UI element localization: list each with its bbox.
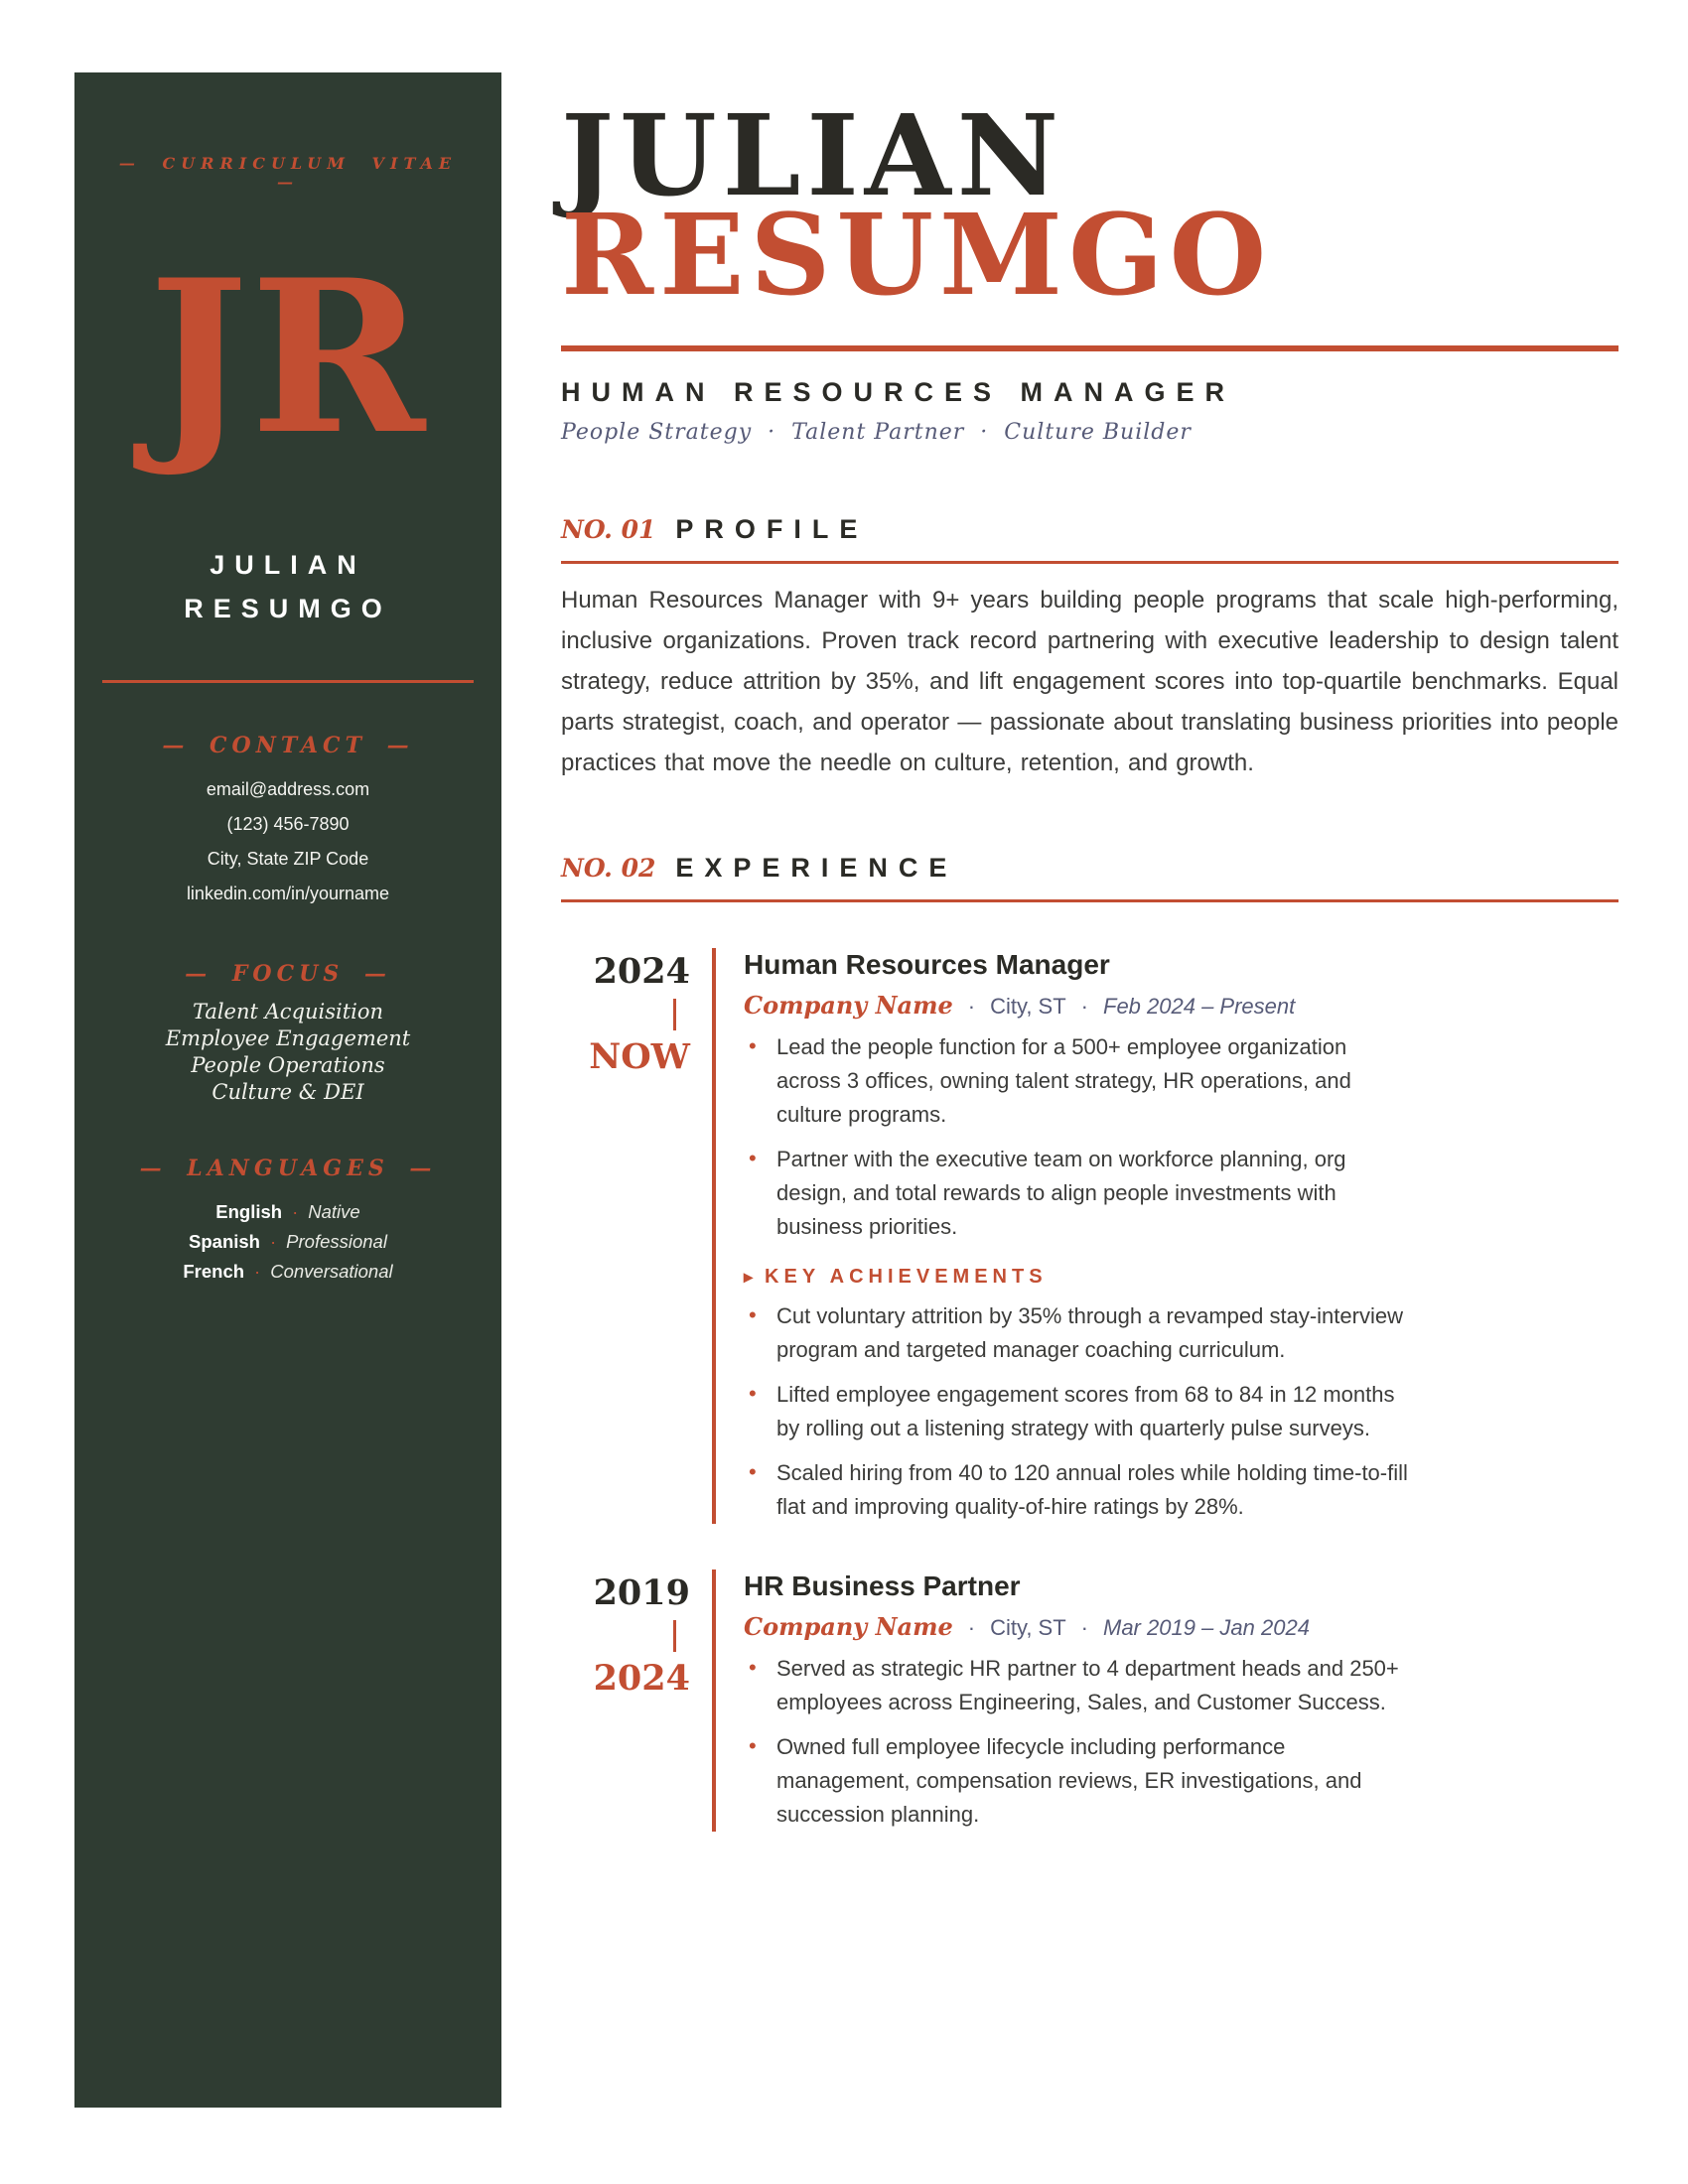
experience-section-rule bbox=[561, 899, 1618, 902]
job-location: City, ST bbox=[990, 1615, 1066, 1640]
bullet-icon: • bbox=[749, 1459, 757, 1484]
bullet-text: Lead the people function for a 500+ employee organization across 3 offices, owning talent strategy, HR operations, and culture programs. bbox=[776, 1034, 1351, 1127]
focus-item: People Operations bbox=[191, 1053, 385, 1077]
first-name: JULIAN bbox=[561, 91, 1065, 221]
profile-section-rule bbox=[561, 561, 1618, 564]
dot-separator-icon: · bbox=[768, 420, 776, 445]
bullet-item bbox=[744, 1378, 1409, 1445]
job-details bbox=[712, 948, 1409, 1524]
dot-separator-icon: · bbox=[1080, 1615, 1088, 1640]
language-row bbox=[102, 1257, 474, 1287]
company-name: Company Name bbox=[744, 991, 953, 1020]
tagline-item: Talent Partner bbox=[791, 420, 965, 445]
contact-heading: — CONTACT — bbox=[162, 733, 414, 758]
bullet-icon: • bbox=[749, 1655, 757, 1680]
tagline-item: People Strategy bbox=[561, 420, 753, 445]
key-achievements-heading bbox=[744, 1266, 1409, 1289]
language-level: Native bbox=[308, 1201, 360, 1222]
language-row bbox=[102, 1197, 474, 1227]
experience-section bbox=[561, 853, 1618, 1832]
focus-item: Talent Acquisition bbox=[192, 1000, 384, 1024]
bullet-icon: • bbox=[749, 1146, 757, 1170]
company-name: Company Name bbox=[744, 1612, 953, 1641]
bullet-item bbox=[744, 1143, 1409, 1244]
dot-separator-icon: · bbox=[269, 1231, 277, 1252]
job-title: Human Resources Manager bbox=[744, 949, 1110, 980]
focus-list bbox=[102, 999, 474, 1106]
job-date-range bbox=[561, 948, 712, 1524]
language-name: Spanish bbox=[189, 1231, 260, 1252]
bullet-icon: • bbox=[749, 1033, 757, 1058]
bullet-text: Owned full employee lifecycle including performance management, compensation reviews, ER investigations, and succession planning. bbox=[776, 1734, 1362, 1827]
dot-separator-icon: · bbox=[1080, 994, 1088, 1019]
job-end-year: 2024 bbox=[593, 1658, 690, 1699]
bullet-text: Lifted employee engagement scores from 68 to 84 in 12 months by rolling out a listening strategy with quarterly pulse surveys. bbox=[776, 1382, 1395, 1440]
job-bullet-list bbox=[744, 1030, 1409, 1244]
bullet-item bbox=[744, 1030, 1409, 1132]
triangle-bullet-icon: ▸ bbox=[744, 1267, 754, 1287]
language-name: English bbox=[215, 1201, 283, 1222]
bullet-text: Scaled hiring from 40 to 120 annual roles while holding time-to-fill flat and improving quality-of-hire ratings by 28%. bbox=[776, 1460, 1408, 1519]
sidebar-name-line1: JULIAN bbox=[210, 550, 366, 580]
focus-heading: — FOCUS — bbox=[185, 961, 391, 987]
profile-body: Human Resources Manager with 9+ years building people programs that scale high-performing, inclusive organizations. Proven track record partnering with executive leadership to design talent strategy, reduce attrition by 35%, and lift engagement scores into top-quartile benchmarks. Equal parts strategist, coach, and operator — passionate about translating business priorities into people practices that move the needle on culture, retention, and growth. bbox=[561, 587, 1618, 776]
job-date-range bbox=[561, 1570, 712, 1832]
sidebar bbox=[74, 72, 501, 2108]
dot-separator-icon: · bbox=[254, 1261, 261, 1282]
page-title bbox=[561, 91, 1618, 321]
profile-section bbox=[561, 514, 1618, 783]
sidebar-name bbox=[102, 543, 474, 630]
tagline-item: Culture Builder bbox=[1004, 420, 1192, 445]
job-location: City, ST bbox=[990, 994, 1066, 1019]
dot-separator-icon: · bbox=[967, 994, 976, 1019]
contact-line: email@address.com bbox=[206, 779, 370, 799]
focus-item: Employee Engagement bbox=[165, 1026, 411, 1050]
contact-list bbox=[102, 772, 474, 911]
curriculum-vitae-kicker: — CURRICULUM VITAE — bbox=[118, 154, 458, 192]
profile-section-header bbox=[561, 514, 1618, 545]
jobs-list bbox=[561, 948, 1618, 1832]
languages-list bbox=[102, 1197, 474, 1287]
sidebar-name-line2: RESUMGO bbox=[184, 594, 392, 623]
job-meta bbox=[744, 1612, 1409, 1641]
main-column bbox=[561, 91, 1618, 1832]
dot-separator-icon: · bbox=[980, 420, 989, 445]
experience-entry bbox=[561, 948, 1618, 1524]
job-meta bbox=[744, 991, 1409, 1020]
job-start-year: 2024 bbox=[593, 951, 690, 992]
role-title: HUMAN RESOURCES MANAGER bbox=[561, 377, 1236, 407]
job-bullet-list bbox=[744, 1652, 1409, 1832]
title-rule bbox=[561, 345, 1618, 351]
languages-heading: — LANGUAGES — bbox=[139, 1156, 437, 1181]
language-row bbox=[102, 1227, 474, 1257]
language-level: Professional bbox=[286, 1231, 387, 1252]
last-name: RESUMGO bbox=[561, 191, 1273, 321]
bullet-item bbox=[744, 1299, 1409, 1367]
bullet-text: Served as strategic HR partner to 4 department heads and 250+ employees across Engineering, Sales, and Customer Success. bbox=[776, 1656, 1399, 1714]
sidebar-divider bbox=[102, 680, 474, 683]
contact-line: linkedin.com/in/yourname bbox=[186, 884, 390, 903]
key-achievements-list bbox=[744, 1299, 1409, 1524]
bullet-icon: • bbox=[749, 1302, 757, 1327]
timeline-connector bbox=[673, 999, 676, 1030]
bullet-item bbox=[744, 1456, 1409, 1524]
bullet-item bbox=[744, 1730, 1409, 1832]
bullet-icon: • bbox=[749, 1381, 757, 1406]
bullet-icon: • bbox=[749, 1733, 757, 1758]
experience-section-header bbox=[561, 853, 1618, 884]
monogram: JR bbox=[148, 233, 428, 480]
experience-section-label: EXPERIENCE bbox=[675, 853, 958, 883]
profile-section-number: NO. 01 bbox=[561, 515, 656, 544]
contact-line: (123) 456-7890 bbox=[226, 814, 350, 834]
contact-line: City, State ZIP Code bbox=[207, 849, 369, 869]
key-achievements-label: KEY ACHIEVEMENTS bbox=[765, 1266, 1048, 1288]
job-end-year: NOW bbox=[589, 1036, 690, 1077]
bullet-item bbox=[744, 1652, 1409, 1719]
dot-separator-icon: · bbox=[292, 1201, 299, 1222]
bullet-text: Cut voluntary attrition by 35% through a revamped stay-interview program and targeted manager coaching curriculum. bbox=[776, 1303, 1403, 1362]
job-dates-text: Mar 2019 – Jan 2024 bbox=[1103, 1615, 1310, 1640]
experience-entry bbox=[561, 1570, 1618, 1832]
bullet-text: Partner with the executive team on workforce planning, org design, and total rewards to align people investments with business priorities. bbox=[776, 1147, 1346, 1239]
experience-section-number: NO. 02 bbox=[561, 854, 656, 883]
job-dates-text: Feb 2024 – Present bbox=[1103, 994, 1296, 1019]
job-details bbox=[712, 1570, 1409, 1832]
profile-section-label: PROFILE bbox=[675, 514, 869, 544]
language-name: French bbox=[183, 1261, 245, 1282]
tagline bbox=[561, 420, 1618, 445]
job-title: HR Business Partner bbox=[744, 1570, 1021, 1601]
language-level: Conversational bbox=[270, 1261, 393, 1282]
dot-separator-icon: · bbox=[967, 1615, 976, 1640]
timeline-connector bbox=[673, 1620, 676, 1652]
focus-item: Culture & DEI bbox=[211, 1080, 364, 1104]
job-start-year: 2019 bbox=[593, 1572, 690, 1613]
